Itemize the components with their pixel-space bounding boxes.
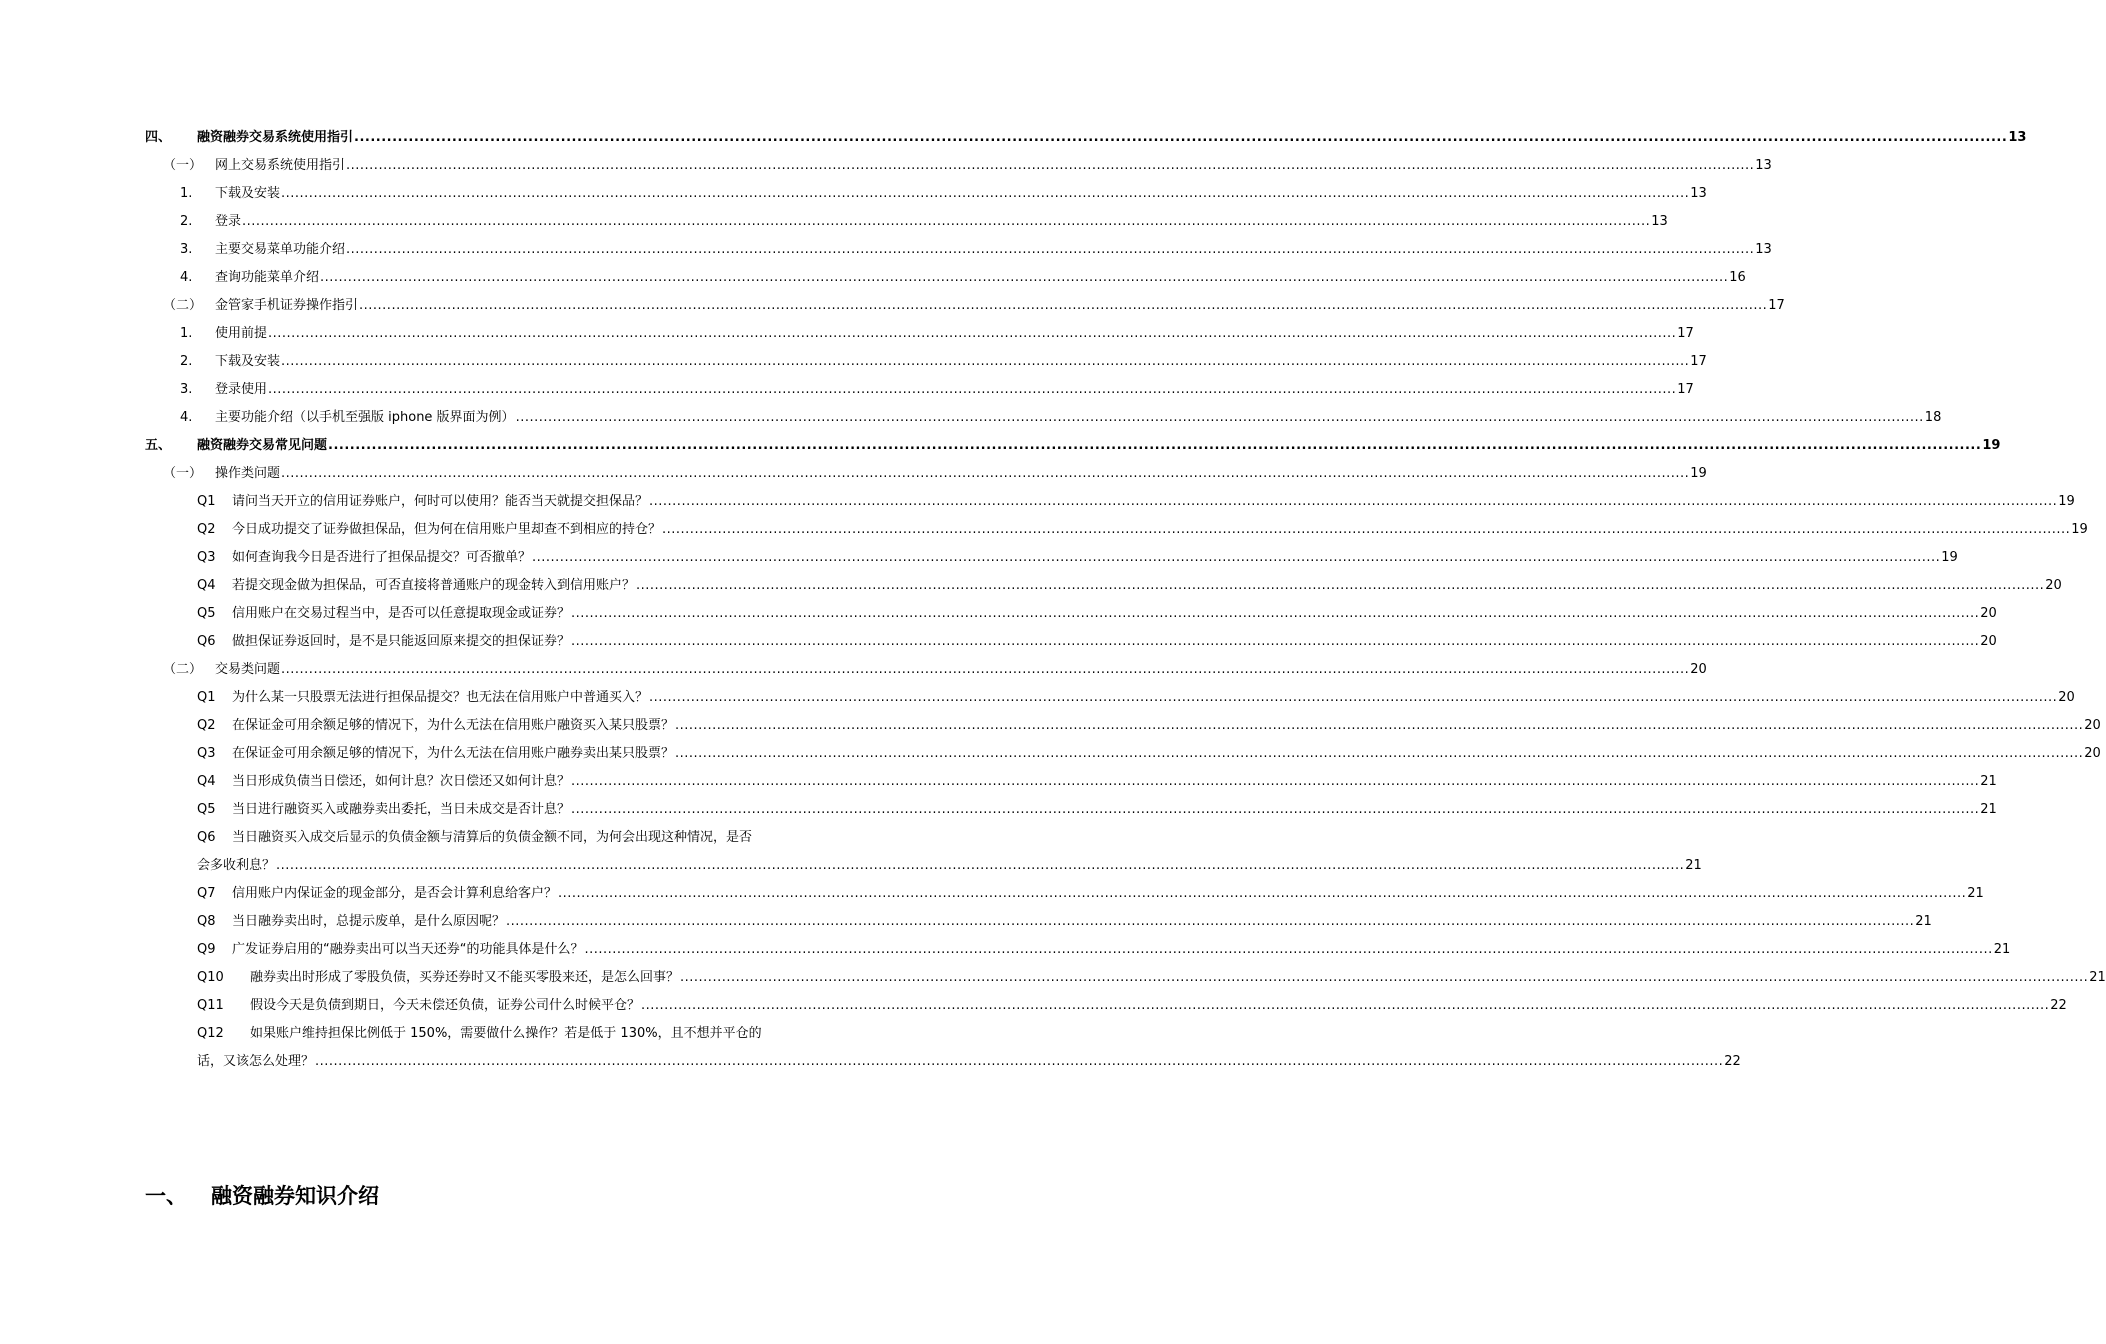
toc-page: 13 xyxy=(1755,242,1772,257)
toc-entry[interactable] xyxy=(145,152,1772,180)
toc-leader xyxy=(346,152,1754,180)
toc-number: 1. xyxy=(180,186,193,201)
toc-leader xyxy=(516,404,1924,432)
toc-entry-wrapped[interactable] xyxy=(145,1020,1741,1076)
toc-title: 使用前提 xyxy=(215,326,268,341)
toc-entry[interactable] xyxy=(145,292,1785,320)
toc-number: 4. xyxy=(180,270,193,285)
toc-number: 四、 xyxy=(145,130,172,145)
toc-leader xyxy=(359,292,1767,320)
toc-entry[interactable] xyxy=(145,208,1668,236)
toc-page: 21 xyxy=(1685,858,1702,873)
toc-title: 融资融券交易常见问题 xyxy=(197,438,328,453)
toc-page: 17 xyxy=(1690,354,1707,369)
toc-title: 查询功能菜单介绍 xyxy=(215,270,320,285)
toc-number: Q6 xyxy=(197,830,216,845)
toc-page: 20 xyxy=(2084,746,2101,761)
toc-leader xyxy=(281,656,1689,684)
toc-page: 18 xyxy=(1924,410,1942,425)
toc-title: 如何查询我今日是否进行了担保品提交？可否撤单？ xyxy=(232,550,532,565)
toc-title: 操作类问题 xyxy=(215,466,281,481)
toc-entry[interactable] xyxy=(145,404,1942,432)
toc-entry[interactable] xyxy=(145,516,2088,544)
toc-title: 登录 xyxy=(215,214,242,229)
toc-leader xyxy=(328,432,1981,460)
toc-number: Q9 xyxy=(197,942,216,957)
toc-page: 17 xyxy=(1768,298,1785,313)
toc-page: 22 xyxy=(1724,1054,1741,1069)
toc-page: 20 xyxy=(1980,634,1997,649)
toc-number: Q8 xyxy=(197,914,216,929)
toc-entry-line2 xyxy=(145,1048,1741,1076)
toc-number: 3. xyxy=(180,242,193,257)
toc-leader xyxy=(675,712,2083,740)
toc-title: 若提交现金做为担保品，可否直接将普通账户的现金转入到信用账户？ xyxy=(232,578,636,593)
toc-leader xyxy=(641,992,2049,1020)
toc-title: 融券卖出时形成了零股负债，买券还券时又不能买零股来还，是怎么回事？ xyxy=(250,970,680,985)
toc-leader xyxy=(281,348,1689,376)
toc-leader xyxy=(584,936,1992,964)
toc-entry[interactable] xyxy=(145,432,2001,460)
toc-title: 如果账户维持担保比例低于 150%，需要做什么操作？若是低于 130%，且不想并平仓的 xyxy=(250,1026,762,1041)
toc-entry-wrapped[interactable] xyxy=(145,824,1702,880)
toc-number: Q6 xyxy=(197,634,216,649)
toc-entry[interactable] xyxy=(145,600,1997,628)
toc-entry[interactable] xyxy=(145,684,2075,712)
toc-number: Q4 xyxy=(197,578,216,593)
toc-number: 2. xyxy=(180,354,193,369)
toc-number: Q5 xyxy=(197,802,216,817)
toc-leader xyxy=(315,1048,1723,1076)
toc-title: 当日形成负债当日偿还，如何计息？次日偿还又如何计息？ xyxy=(232,774,571,789)
toc-entry[interactable] xyxy=(145,320,1694,348)
toc-number: 五、 xyxy=(145,438,172,453)
toc-title: 为什么某一只股票无法进行担保品提交？也无法在信用账户中普通买入？ xyxy=(232,690,649,705)
toc-entry[interactable] xyxy=(145,740,2101,768)
toc-leader xyxy=(571,796,1979,824)
section-title: 融资融券知识介绍 xyxy=(211,1184,379,1208)
toc-leader xyxy=(636,572,2044,600)
toc-number: Q4 xyxy=(197,774,216,789)
toc-entry[interactable] xyxy=(145,180,1707,208)
toc-entry[interactable] xyxy=(145,768,1997,796)
toc-title-continued: 话，又该怎么处理？ xyxy=(197,1054,315,1069)
toc-page: 21 xyxy=(1980,802,1997,817)
toc-entry[interactable] xyxy=(145,796,1997,824)
toc-title: 当日融资买入成交后显示的负债金额与清算后的负债金额不同，为何会出现这种情况，是否 xyxy=(232,830,753,845)
toc-number: （二） xyxy=(163,662,203,677)
section-number: 一、 xyxy=(145,1184,187,1208)
toc-entry[interactable] xyxy=(145,880,1984,908)
toc-entry[interactable] xyxy=(145,376,1694,404)
toc-title: 广发证券启用的“融券卖出可以当天还券“的功能具体是什么？ xyxy=(232,942,584,957)
toc-entry[interactable] xyxy=(145,908,1932,936)
toc-title: 信用账户在交易过程当中，是否可以任意提取现金或证券？ xyxy=(232,606,571,621)
toc-page: 20 xyxy=(1980,606,1997,621)
toc-title: 下载及安装 xyxy=(215,354,281,369)
toc-leader xyxy=(242,208,1650,236)
toc-number: Q5 xyxy=(197,606,216,621)
toc-number: Q12 xyxy=(197,1026,224,1041)
toc-leader xyxy=(281,460,1689,488)
toc-page: 20 xyxy=(2058,690,2075,705)
toc-entry[interactable] xyxy=(145,348,1707,376)
toc-number: Q3 xyxy=(197,746,216,761)
toc-page: 21 xyxy=(1967,886,1984,901)
toc-page: 13 xyxy=(2008,130,2027,145)
toc-entry[interactable] xyxy=(145,992,2067,1020)
toc-leader xyxy=(649,488,2057,516)
toc-number: Q10 xyxy=(197,970,224,985)
toc-number: Q1 xyxy=(197,494,216,509)
toc-title: 做担保证券返回时，是不是只能返回原来提交的担保证券？ xyxy=(232,634,571,649)
toc-page: 20 xyxy=(2084,718,2101,733)
toc-entry-line1 xyxy=(145,1020,807,1048)
toc-number: 2. xyxy=(180,214,193,229)
toc-leader xyxy=(281,180,1689,208)
toc-leader xyxy=(571,768,1979,796)
toc-page: 17 xyxy=(1677,326,1694,341)
toc-number: （一） xyxy=(163,158,203,173)
toc-entry[interactable] xyxy=(145,544,1958,572)
toc-title: 下载及安装 xyxy=(215,186,281,201)
toc-number: 1. xyxy=(180,326,193,341)
toc-entry-line1 xyxy=(145,824,807,852)
toc-title: 今日成功提交了证券做担保品，但为何在信用账户里却查不到相应的持仓？ xyxy=(232,522,662,537)
toc-leader xyxy=(662,516,2070,544)
toc-leader xyxy=(649,684,2057,712)
toc-page: 20 xyxy=(2045,578,2062,593)
toc-leader xyxy=(276,852,1684,880)
toc-page: 19 xyxy=(1690,466,1707,481)
toc-leader xyxy=(320,264,1728,292)
toc-title: 交易类问题 xyxy=(215,662,281,677)
toc-page: 19 xyxy=(1982,438,2001,453)
toc-number: Q3 xyxy=(197,550,216,565)
toc-entry[interactable] xyxy=(145,936,2011,964)
toc-entry[interactable] xyxy=(145,712,2101,740)
toc-entry[interactable] xyxy=(145,656,1707,684)
toc-page: 21 xyxy=(1915,914,1932,929)
toc-title: 当日融券卖出时，总提示废单，是什么原因呢？ xyxy=(232,914,506,929)
toc-number: Q2 xyxy=(197,522,216,537)
toc-title: 在保证金可用余额足够的情况下，为什么无法在信用账户融资买入某只股票？ xyxy=(232,718,675,733)
toc-title: 假设今天是负债到期日，今天未偿还负债，证券公司什么时候平仓？ xyxy=(250,998,641,1013)
toc-title: 信用账户内保证金的现金部分，是否会计算利息给客户？ xyxy=(232,886,558,901)
toc-entry[interactable] xyxy=(145,572,2062,600)
toc-number: Q7 xyxy=(197,886,216,901)
toc-entry[interactable] xyxy=(145,964,2106,992)
toc-number: （一） xyxy=(163,466,203,481)
toc-number: 3. xyxy=(180,382,193,397)
toc-page: 16 xyxy=(1729,270,1746,285)
toc-leader xyxy=(558,880,1966,908)
section-heading xyxy=(145,1180,379,1212)
toc-title: 请问当天开立的信用证券账户，何时可以使用？能否当天就提交担保品？ xyxy=(232,494,649,509)
toc-page: 21 xyxy=(1980,774,1997,789)
toc-number: Q1 xyxy=(197,690,216,705)
toc-number: Q11 xyxy=(197,998,224,1013)
toc-page: 13 xyxy=(1755,158,1772,173)
toc-number: Q2 xyxy=(197,718,216,733)
toc-entry[interactable] xyxy=(145,628,1997,656)
toc-page: 19 xyxy=(2071,522,2088,537)
toc-title: 融资融券交易系统使用指引 xyxy=(197,130,354,145)
toc-page: 13 xyxy=(1651,214,1668,229)
toc-entry[interactable] xyxy=(145,488,2075,516)
toc-number: （二） xyxy=(163,298,203,313)
toc-page: 21 xyxy=(2089,970,2106,985)
toc-title: 登录使用 xyxy=(215,382,268,397)
toc-title-continued: 会多收利息？ xyxy=(197,858,276,873)
toc-leader xyxy=(268,320,1676,348)
toc-leader xyxy=(346,236,1754,264)
toc-number: 4. xyxy=(180,410,193,425)
toc-entry[interactable] xyxy=(145,460,1707,488)
toc-page: 19 xyxy=(1941,550,1958,565)
toc-title: 金管家手机证券操作指引 xyxy=(215,298,359,313)
toc-title: 主要功能介绍（以手机至强版 iphone 版界面为例） xyxy=(215,410,515,425)
toc-leader xyxy=(680,964,2088,992)
toc-leader xyxy=(571,628,1979,656)
toc-page: 17 xyxy=(1677,382,1694,397)
toc-title: 主要交易菜单功能介绍 xyxy=(215,242,346,257)
toc-page: 13 xyxy=(1690,186,1707,201)
toc-leader xyxy=(506,908,1914,936)
table-of-contents xyxy=(145,124,2106,1076)
toc-entry-line2 xyxy=(145,852,1702,880)
toc-leader xyxy=(354,124,2007,152)
toc-page: 21 xyxy=(1993,942,2011,957)
toc-leader xyxy=(532,544,1940,572)
toc-entry[interactable] xyxy=(145,264,1746,292)
toc-page: 19 xyxy=(2058,494,2075,509)
toc-leader xyxy=(675,740,2083,768)
toc-title: 当日进行融资买入或融券卖出委托，当日未成交是否计息？ xyxy=(232,802,571,817)
toc-leader xyxy=(268,376,1676,404)
toc-entry[interactable] xyxy=(145,124,2027,152)
toc-page: 22 xyxy=(2050,998,2067,1013)
toc-title: 在保证金可用余额足够的情况下，为什么无法在信用账户融券卖出某只股票？ xyxy=(232,746,675,761)
toc-title: 网上交易系统使用指引 xyxy=(215,158,346,173)
toc-page: 20 xyxy=(1690,662,1707,677)
toc-leader xyxy=(571,600,1979,628)
toc-entry[interactable] xyxy=(145,236,1772,264)
